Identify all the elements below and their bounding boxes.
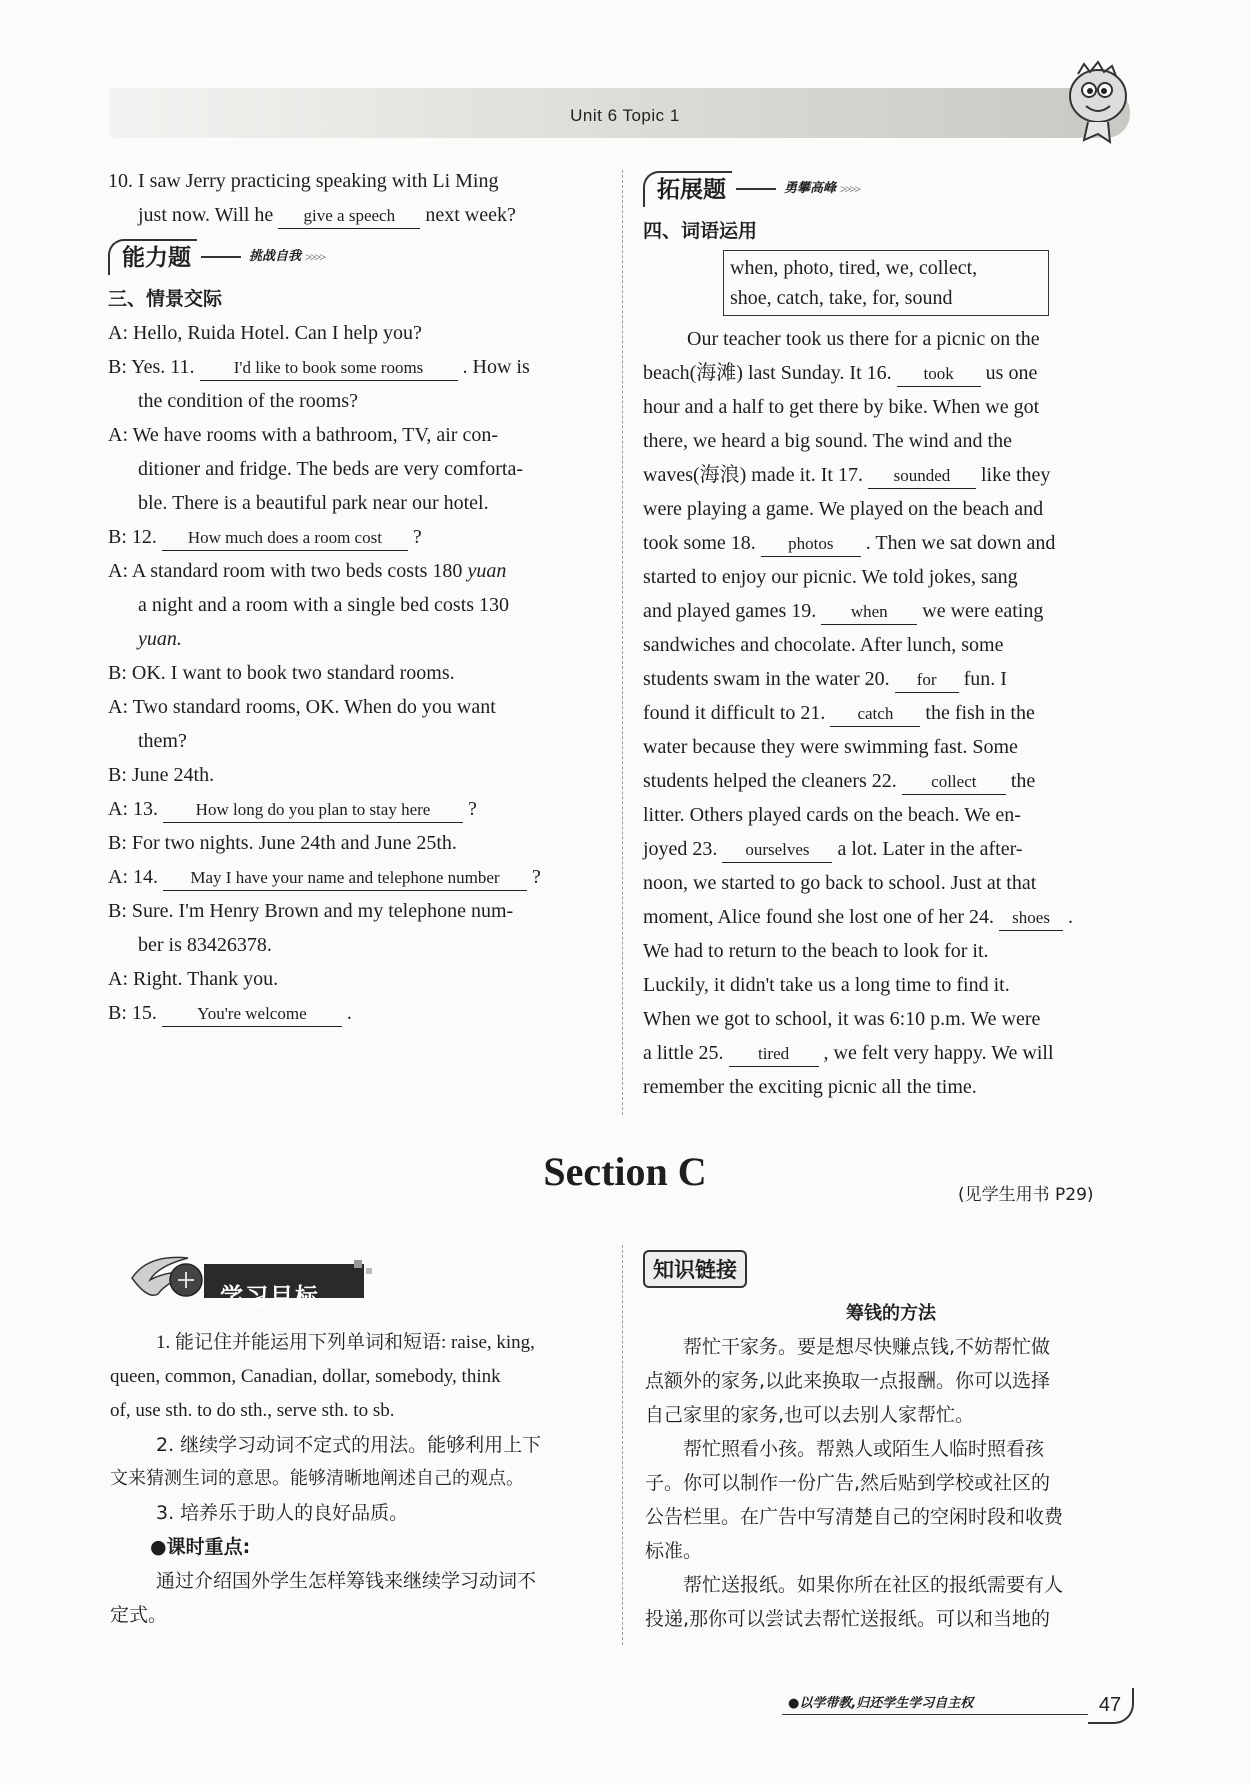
page-number: 47 xyxy=(1088,1688,1134,1724)
word-bank-line: shoe, catch, take, for, sound xyxy=(730,287,953,309)
text-span: A: A standard room with two beds costs 180 xyxy=(108,560,468,582)
text-span: like they xyxy=(980,464,1051,486)
answer-10: give a speech xyxy=(278,204,420,229)
passage-line: water because they were swimming fast. Some xyxy=(643,736,1018,758)
dialogue-line: B: June 24th. xyxy=(108,764,215,786)
text-span: , we felt very happy. We will xyxy=(823,1042,1054,1064)
column-divider xyxy=(622,1245,623,1645)
text-span: the fish in the xyxy=(925,702,1035,724)
text-span: the xyxy=(1010,770,1036,792)
text-span: B: 12. xyxy=(108,526,157,548)
text-span: a little 25. xyxy=(643,1042,724,1064)
text-span: took some 18. xyxy=(643,532,756,554)
text-span: found it difficult to 21. xyxy=(643,702,826,724)
dialogue-line: A: Hello, Ruida Hotel. Can I help you? xyxy=(108,322,422,344)
dialogue-line: A: Right. Thank you. xyxy=(108,968,279,990)
passage-line xyxy=(643,764,1133,798)
goal-1a: 1. 能记住并能运用下列单词和短语: raise, king, xyxy=(156,1332,535,1353)
part-3-title: 三、情景交际 xyxy=(108,288,223,310)
question-10: 10. I saw Jerry practicing speaking with Li Ming xyxy=(108,170,499,192)
chevrons-icon: >>>> xyxy=(840,182,860,196)
answer-13: How long do you plan to stay here xyxy=(163,798,463,823)
passage-line: there, we heard a big sound. The wind and the xyxy=(643,430,1012,452)
passage-line xyxy=(643,696,1133,730)
footer-rule xyxy=(782,1714,1088,1715)
knowledge-line: 公告栏里。在广告中写清楚自己的空闲时段和收费 xyxy=(645,1506,1064,1528)
footer-slogan: ●以学带教,归还学生学习自主权 xyxy=(788,1696,974,1711)
text-span: ? xyxy=(468,798,477,820)
knowledge-line: 点额外的家务,以此来换取一点报酬。你可以选择 xyxy=(645,1370,1051,1392)
passage-line: were playing a game. We played on the beach and xyxy=(643,498,1044,520)
answer-21: catch xyxy=(830,702,920,727)
dialogue-line: ditioner and fridge. The beds are very comforta- xyxy=(138,458,524,480)
dialogue-line: ber is 83426378. xyxy=(138,934,272,956)
passage-line: remember the exciting picnic all the time. xyxy=(643,1076,977,1098)
goal-3: 3. 培养乐于助人的良好品质。 xyxy=(156,1502,409,1524)
text-span: ? xyxy=(412,526,422,548)
answer-16: took xyxy=(897,362,981,387)
focus-line-1: 通过介绍国外学生怎样筹钱来继续学习动词不 xyxy=(156,1570,537,1592)
word-bank xyxy=(723,250,1049,316)
text-span: a lot. Later in the after- xyxy=(837,838,1023,860)
banner-ability xyxy=(108,232,602,282)
banner-extension-title: 拓展题 xyxy=(643,171,732,207)
goals-title: 学习目标 xyxy=(220,1284,320,1310)
question-10-cont xyxy=(108,198,602,232)
text-span: students helped the cleaners 22. xyxy=(643,770,897,792)
dialogue-line: a night and a room with a single bed costs 130 xyxy=(138,594,510,616)
passage-line: We had to return to the beach to look for it. xyxy=(643,940,989,962)
knowledge-column xyxy=(645,1298,1137,1636)
dialogue-line xyxy=(108,350,602,384)
goal-2b: 文来猜测生词的意思。能够清晰地阐述自己的观点。 xyxy=(110,1468,524,1489)
text-span: joyed 23. xyxy=(643,838,718,860)
dialogue-line: yuan. xyxy=(138,628,182,650)
passage-line: started to enjoy our picnic. We told jokes, sang xyxy=(643,566,1018,588)
chevrons-icon: >>>> xyxy=(305,250,325,264)
dialogue-line: B: OK. I want to book two standard rooms. xyxy=(108,662,455,684)
dialogue-line xyxy=(108,792,602,826)
text-span: students swam in the water 20. xyxy=(643,668,890,690)
passage-line: Luckily, it didn't take us a long time to find it. xyxy=(643,974,1010,996)
answer-15: You're welcome xyxy=(162,1002,342,1027)
passage-line: litter. Others played cards on the beach. We en- xyxy=(643,804,1021,826)
dialogue-line: them? xyxy=(138,730,187,752)
passage-line xyxy=(643,526,1133,560)
knowledge-line: 标准。 xyxy=(645,1540,703,1562)
passage-line xyxy=(643,594,1133,628)
answer-25: tired xyxy=(729,1042,819,1067)
text-span: . xyxy=(1068,906,1074,928)
text-span: ? xyxy=(532,866,541,888)
text-span: yuan xyxy=(467,560,507,582)
dialogue-line: B: For two nights. June 24th and June 25th. xyxy=(108,832,457,854)
text-span: us one xyxy=(985,362,1038,384)
dialogue-line xyxy=(108,520,602,554)
banner-extension-sub: 勇攀高峰 xyxy=(784,181,837,196)
text-span: . How is xyxy=(462,356,530,378)
text-span: B: 15. xyxy=(108,1002,157,1024)
knowledge-line: 自己家里的家务,也可以去别人家帮忙。 xyxy=(645,1404,975,1426)
text-span: waves(海浪) made it. It 17. xyxy=(643,464,863,486)
answer-18: photos xyxy=(761,532,861,557)
answer-14: May I have your name and telephone number xyxy=(163,866,527,891)
text-span: B: Yes. 11. xyxy=(108,356,195,378)
answer-12: How much does a room cost xyxy=(162,526,408,551)
text-span: and played games 19. xyxy=(643,600,817,622)
passage-line: noon, we started to go back to school. Just at that xyxy=(643,872,1037,894)
passage-line xyxy=(643,356,1133,390)
knowledge-line: 帮忙送报纸。如果你所在社区的报纸需要有人 xyxy=(683,1574,1064,1596)
banner-dash xyxy=(736,188,776,190)
text-span: moment, Alice found she lost one of her 24. xyxy=(643,906,995,928)
passage-line: Our teacher took us there for a picnic on the xyxy=(687,328,1040,350)
passage-line xyxy=(643,662,1133,696)
knowledge-line: 帮忙照看小孩。帮熟人或陌生人临时照看孩 xyxy=(683,1438,1045,1460)
dialogue-line xyxy=(108,860,602,894)
section-reference: (见学生用书 P29) xyxy=(958,1185,1094,1205)
answer-22: collect xyxy=(902,770,1006,795)
dialogue-line: A: We have rooms with a bathroom, TV, air con- xyxy=(108,424,498,446)
part-4-title: 四、词语运用 xyxy=(643,220,758,242)
knowledge-subtitle: 筹钱的方法 xyxy=(846,1303,936,1324)
section-title: Section C xyxy=(543,1149,707,1194)
text-span: . xyxy=(346,1002,352,1024)
header-title: Unit 6 Topic 1 xyxy=(570,106,680,125)
dialogue-line: the condition of the rooms? xyxy=(138,390,358,412)
dialogue-line: A: Two standard rooms, OK. When do you want xyxy=(108,696,496,718)
knowledge-line: 帮忙干家务。要是想尽快赚点钱,不妨帮忙做 xyxy=(683,1336,1051,1358)
text-span: A: 13. xyxy=(108,798,158,820)
answer-24: shoes xyxy=(999,906,1063,931)
text-span: fun. I xyxy=(963,668,1007,690)
text-span: just now. Will he xyxy=(138,204,274,226)
goal-1b: queen, common, Canadian, dollar, somebody, think xyxy=(110,1366,501,1387)
passage-line: When we got to school, it was 6:10 p.m. We were xyxy=(643,1008,1041,1030)
goal-2a: 2. 继续学习动词不定式的用法。能够利用上下 xyxy=(156,1434,542,1456)
text-span: A: 14. xyxy=(108,866,158,888)
passage-line: sandwiches and chocolate. After lunch, some xyxy=(643,634,1004,656)
text-span: beach(海滩) last Sunday. It 16. xyxy=(643,362,892,384)
mascot-icon xyxy=(1058,60,1132,146)
word-bank-line: when, photo, tired, we, collect, xyxy=(730,257,978,279)
text-span: next week? xyxy=(425,204,516,226)
answer-20: for xyxy=(895,668,959,693)
right-column xyxy=(643,164,1133,1104)
passage-line xyxy=(643,900,1133,934)
banner-ability-sub: 挑战自我 xyxy=(249,249,302,264)
goal-1c: of, use sth. to do sth., serve sth. to sb. xyxy=(110,1400,395,1421)
focus-label: ●课时重点: xyxy=(150,1536,251,1558)
dialogue-line xyxy=(108,554,602,588)
dialogue-line xyxy=(108,996,602,1030)
banner-extension xyxy=(643,164,1133,214)
dialogue-line: B: Sure. I'm Henry Brown and my telephone num- xyxy=(108,900,514,922)
column-divider xyxy=(622,170,623,1115)
banner-dash xyxy=(201,256,241,258)
passage-line xyxy=(643,832,1133,866)
knowledge-title: 知识链接 xyxy=(643,1250,747,1288)
knowledge-line: 子。你可以制作一份广告,然后贴到学校或社区的 xyxy=(645,1472,1051,1494)
knowledge-line: 投递,那你可以尝试去帮忙送报纸。可以和当地的 xyxy=(645,1608,1051,1630)
left-column xyxy=(108,164,602,1030)
text-span: . Then we sat down and xyxy=(865,532,1056,554)
passage-line xyxy=(643,1036,1133,1070)
answer-11: I'd like to book some rooms xyxy=(200,356,458,381)
goals-column xyxy=(110,1326,604,1632)
passage-line xyxy=(643,458,1133,492)
banner-ability-title: 能力题 xyxy=(108,239,197,275)
passage-line: hour and a half to get there by bike. When we got xyxy=(643,396,1040,418)
answer-17: sounded xyxy=(868,464,976,489)
focus-line-2: 定式。 xyxy=(110,1604,168,1626)
answer-19: when xyxy=(821,600,917,625)
dialogue-line: ble. There is a beautiful park near our hotel. xyxy=(138,492,489,514)
text-span: we were eating xyxy=(922,600,1044,622)
answer-23: ourselves xyxy=(722,838,832,863)
